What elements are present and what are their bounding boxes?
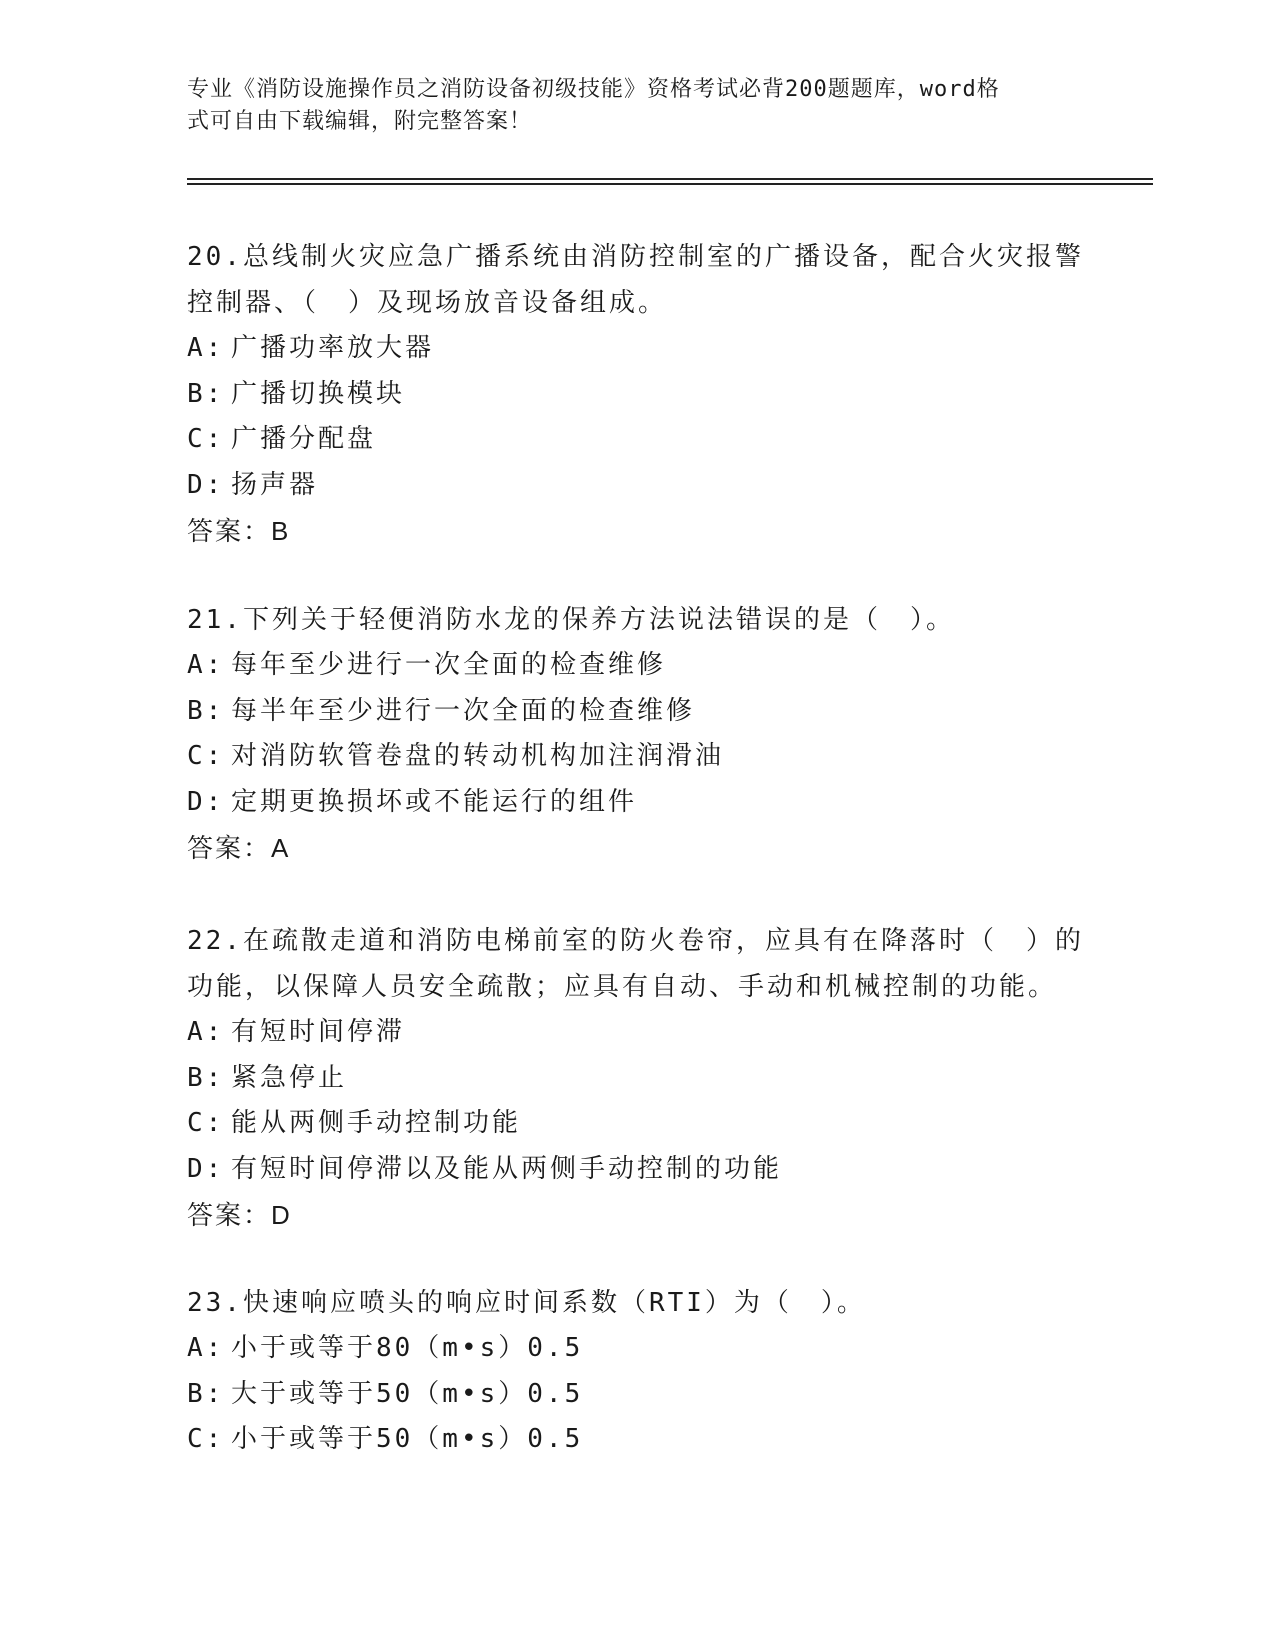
question-stem-line: 22.在疏散走道和消防电梯前室的防火卷帘，应具有在降落时（ ）的 <box>187 926 1084 956</box>
header-divider-bottom <box>187 183 1153 185</box>
option-b <box>187 1056 1087 1102</box>
option-text: 扬声器 <box>231 469 319 500</box>
option-d <box>187 1147 1087 1193</box>
option-d <box>187 780 1087 826</box>
option-text: 能从两侧手动控制功能 <box>231 1108 522 1138</box>
option-letter: C: <box>187 424 225 454</box>
option-text: 大于或等于50（m•s）0.5 <box>231 1378 584 1409</box>
option-letter: A: <box>187 1017 225 1047</box>
header-line-2: 式可自由下载编辑，附完整答案！ <box>187 109 533 134</box>
question-22 <box>187 918 1087 1238</box>
option-letter: A: <box>187 650 225 680</box>
option-text: 小于或等于80（m•s）0.5 <box>231 1333 584 1363</box>
option-letter: D: <box>187 469 225 500</box>
option-text: 广播功率放大器 <box>231 333 435 363</box>
answer-line: 答案：B <box>187 516 291 546</box>
option-letter: B: <box>187 695 225 726</box>
option-letter: C: <box>187 1108 225 1138</box>
question-stem-line: 23.快速响应喷头的响应时间系数（RTI）为（ ）。 <box>187 1288 866 1318</box>
option-c <box>187 1101 1087 1147</box>
option-letter: C: <box>187 741 225 771</box>
document-header <box>187 74 1067 138</box>
option-letter: D: <box>187 786 225 817</box>
option-text: 小于或等于50（m•s）0.5 <box>231 1424 584 1454</box>
option-letter: C: <box>187 1424 225 1454</box>
option-b <box>187 372 1087 418</box>
header-divider-top <box>187 178 1153 180</box>
option-b <box>187 689 1087 735</box>
option-c <box>187 1417 1087 1463</box>
answer-line: 答案：D <box>187 1200 292 1230</box>
option-letter: B: <box>187 378 225 409</box>
option-text: 每半年至少进行一次全面的检查维修 <box>231 695 696 726</box>
option-b <box>187 1372 1087 1418</box>
question-stem-line: 20.总线制火灾应急广播系统由消防控制室的广播设备，配合火灾报警 <box>187 242 1084 272</box>
question-21 <box>187 597 1087 871</box>
option-text: 每年至少进行一次全面的检查维修 <box>231 650 667 680</box>
option-a <box>187 643 1087 689</box>
option-text: 广播分配盘 <box>231 424 377 454</box>
option-letter: B: <box>187 1378 225 1409</box>
option-text: 紧急停止 <box>231 1062 348 1093</box>
option-letter: B: <box>187 1062 225 1093</box>
option-letter: A: <box>187 1333 225 1363</box>
option-a <box>187 1326 1087 1372</box>
option-d <box>187 463 1087 509</box>
option-letter: A: <box>187 333 225 363</box>
header-line-1: 专业《消防设施操作员之消防设备初级技能》资格考试必背200题题库，word格 <box>187 77 1000 102</box>
option-text: 定期更换损坏或不能运行的组件 <box>231 786 638 817</box>
option-c <box>187 734 1087 780</box>
option-c <box>187 417 1087 463</box>
option-letter: D: <box>187 1153 225 1184</box>
answer-line: 答案：A <box>187 833 291 863</box>
option-text: 对消防软管卷盘的转动机构加注润滑油 <box>231 741 725 771</box>
question-23 <box>187 1280 1087 1463</box>
option-a <box>187 326 1087 372</box>
option-text: 广播切换模块 <box>231 378 406 409</box>
question-20 <box>187 234 1087 554</box>
option-text: 有短时间停滞以及能从两侧手动控制的功能 <box>231 1153 783 1184</box>
option-text: 有短时间停滞 <box>231 1017 406 1047</box>
option-a <box>187 1010 1087 1056</box>
question-stem-line: 功能，以保障人员安全疏散；应具有自动、手动和机械控制的功能。 <box>187 972 1058 1002</box>
question-stem-line: 21.下列关于轻便消防水龙的保养方法说法错误的是（ ）。 <box>187 605 955 635</box>
question-stem-line: 控制器、（ ）及现场放音设备组成。 <box>187 288 668 318</box>
